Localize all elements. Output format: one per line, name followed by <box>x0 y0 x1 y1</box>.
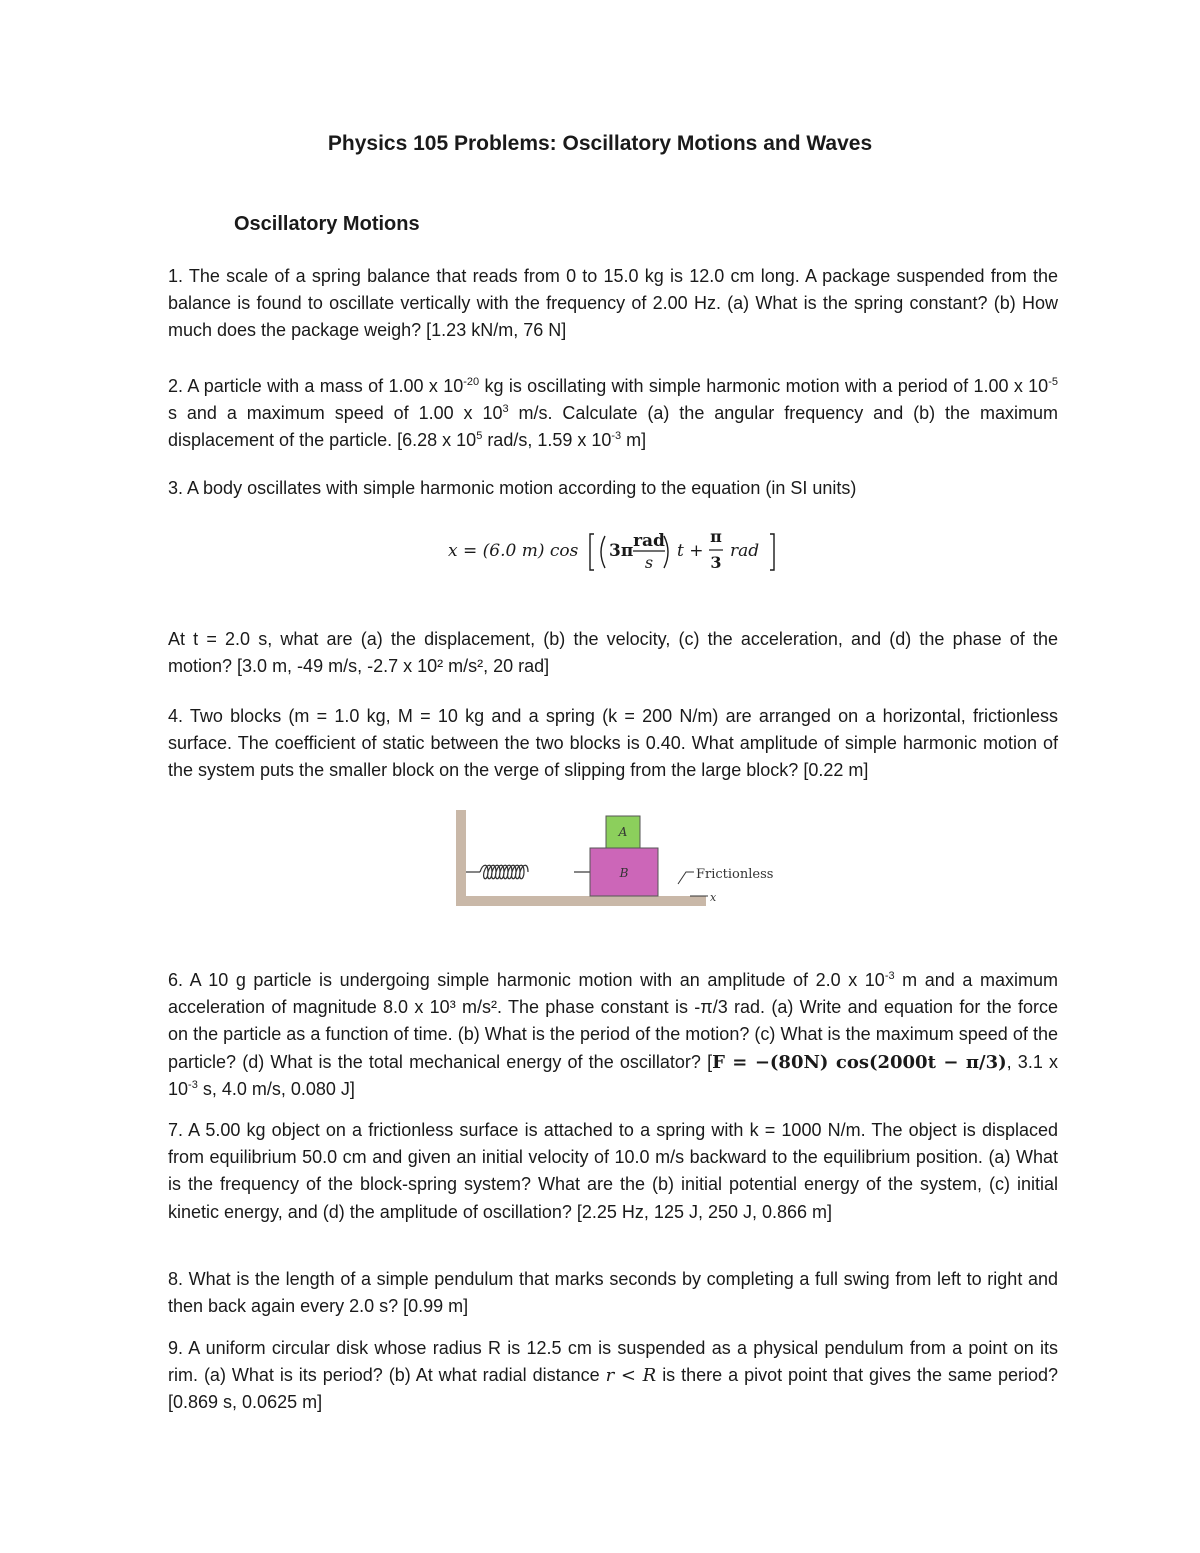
pointer-line <box>678 872 694 884</box>
problem-3: 3. A body oscillates with simple harmonic motion according to the equation (in SI units) <box>168 478 857 498</box>
equation-fraction-numerator: π <box>710 527 722 546</box>
equation-unit-denominator: s <box>644 553 654 572</box>
radius-inequality: r < R <box>605 1365 657 1387</box>
problem-9-text: is there a pivot point that gives the same period? [0.869 s, 0.0625 m] <box>168 1365 1058 1413</box>
problem-2-text: 2. A particle with a mass of 1.00 x 10 <box>168 376 464 396</box>
block-a-label: A <box>618 825 628 839</box>
section-heading: Oscillatory Motions <box>234 213 420 235</box>
exponent: 3 <box>502 403 509 416</box>
exponent: 5 <box>476 430 483 443</box>
problem-2 <box>168 373 1058 455</box>
page-title: Physics 105 Problems: Oscillatory Motions and Waves <box>327 132 873 155</box>
problem-3-followup: At t = 2.0 s, what are (a) the displacement, (b) the velocity, (c) the acceleration, and (d) the phase of the motion? [3.0 m, -49 m/s, -2.7 x 10² m/s², 20 rad] <box>168 629 1058 677</box>
problem-2-text: s and a maximum speed of 1.00 x 10 <box>168 403 503 424</box>
exponent: -3 <box>611 430 622 443</box>
equation-lhs: x = (6.0 m) cos <box>448 541 579 561</box>
exponent: -20 <box>463 376 480 388</box>
force-equation: F = −(80N) cos(2000t − π/3) <box>712 1051 1007 1073</box>
problem-2-text: rad/s, 1.59 x 10 <box>482 430 612 451</box>
exponent: -5 <box>1048 376 1058 388</box>
shm-equation <box>0 520 1200 580</box>
problem-6-text: , 3.1 x 10 <box>168 1051 1058 1099</box>
problem-2-text: kg is oscillating with simple harmonic motion with a period of 1.00 x 10 <box>479 376 1049 396</box>
frictionless-label: Frictionless <box>696 867 774 882</box>
problem-9 <box>168 1335 1058 1417</box>
problem-6 <box>168 967 1058 1103</box>
problem-6-text: m and a maximum acceleration of magnitude 8.0 x 10³ m/s². The phase constant is -π/3 rad. (a) Write and equation for the force on the particle as a function of time. (b) What is the period of the motion? (c) What is the maximum speed of the particle? (d) What is the total mechanical energy of the oscillator? [ <box>168 970 1058 1072</box>
problem-9-text: 9. A uniform circular disk whose radius R is 12.5 cm is suspended as a physical pendulum from a point on its rim. (a) What is its period? (b) At what radial distance <box>168 1338 1058 1386</box>
problem-4: 4. Two blocks (m = 1.0 kg, M = 10 kg and a spring (k = 200 N/m) are arranged on a horizontal, frictionless surface. The coefficient of static between the two blocks is 0.40. What amplitude of simple harmonic motion of the system puts the smaller block on the verge of slipping from the large block? [0.22 m] <box>168 706 1058 781</box>
problem-7: 7. A 5.00 kg object on a frictionless surface is attached to a spring with k = 1000 N/m. The object is displaced from equilibrium 50.0 cm and given an initial velocity of 10.0 m/s backward to the equilibrium position. (a) What is the frequency of the block-spring system? What are the (b) initial potential energy of the system, (c) initial kinetic energy, and (d) the amplitude of oscillation? [2.25 Hz, 125 J, 250 J, 0.866 m] <box>168 1120 1058 1222</box>
problem-8: 8. What is the length of a simple pendulum that marks seconds by completing a full swing from left to right and then back again every 2.0 s? [0.99 m] <box>168 1269 1058 1317</box>
problem-6-text: s, 4.0 m/s, 0.080 J] <box>197 1078 355 1099</box>
equation-rad: rad <box>730 541 760 561</box>
problem-6-text: 6. A 10 g particle is undergoing simple harmonic motion with an amplitude of 2.0 x 10 <box>168 970 885 990</box>
equation-time-term: t + <box>677 541 704 561</box>
problem-2-text: m/s. Calculate (a) the angular frequency and (b) the maximum displacement of the particle. [6.28 x 10 <box>168 403 1058 451</box>
problem-2-text: m] <box>621 430 647 451</box>
x-axis-label: x <box>710 891 717 904</box>
equation-unit-numerator: rad <box>633 531 665 551</box>
blocks-spring-figure <box>454 808 784 908</box>
problem-1: 1. The scale of a spring balance that reads from 0 to 15.0 kg is 12.0 cm long. A package suspended from the balance is found to oscillate vertically with the frequency of 2.00 Hz. (a) What is the spring constant? (b) How much does the package weigh? [1.23 kN/m, 76 N] <box>168 266 1058 341</box>
wall <box>456 810 466 906</box>
spring <box>466 865 590 879</box>
exponent: -3 <box>188 1078 198 1091</box>
block-b-label: B <box>619 866 629 880</box>
floor <box>456 896 706 906</box>
equation-coefficient: 3π <box>609 541 634 561</box>
exponent: -3 <box>884 970 895 982</box>
equation-fraction-denominator: 3 <box>710 553 722 572</box>
